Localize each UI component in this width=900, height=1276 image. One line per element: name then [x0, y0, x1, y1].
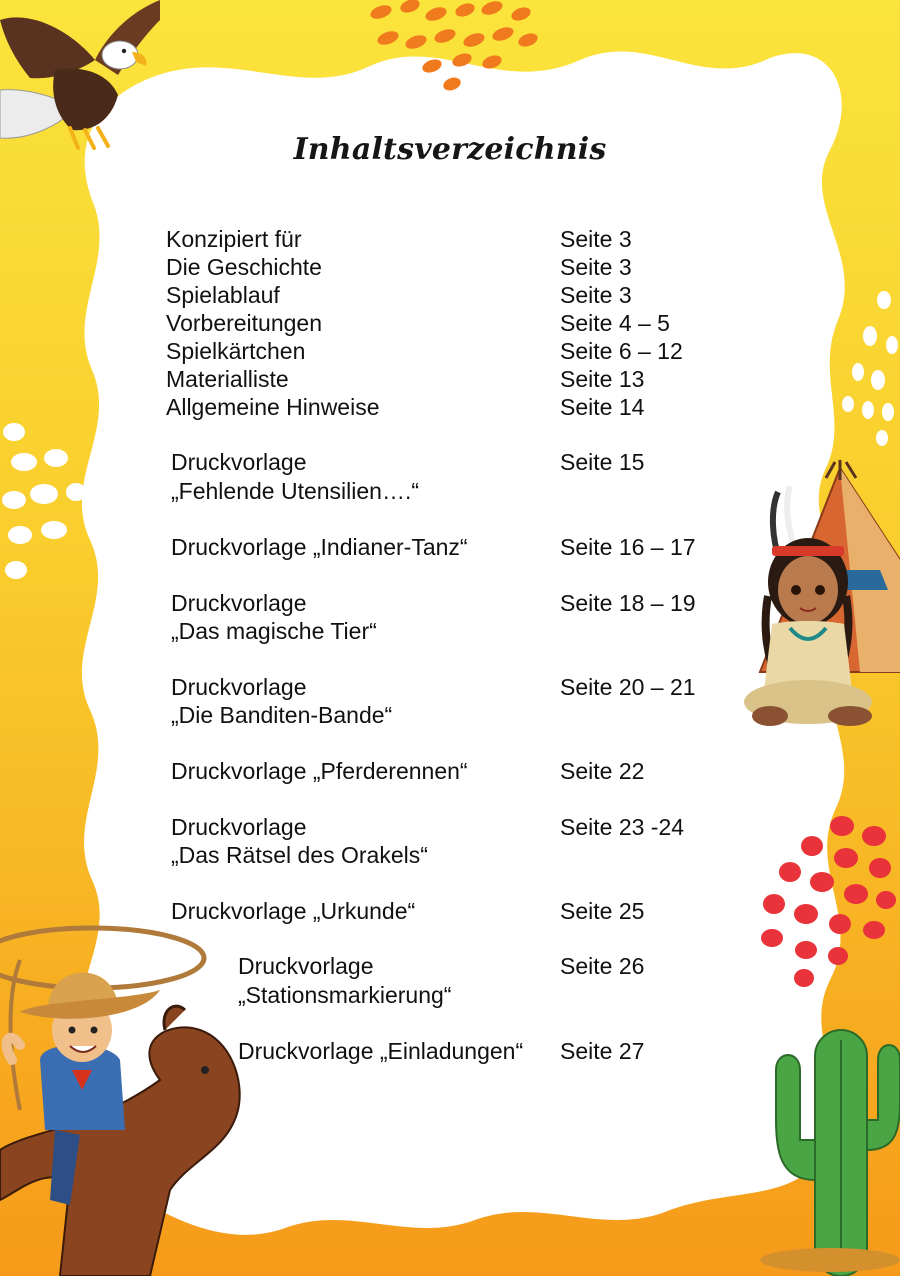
toc-entry-label: Materialliste: [166, 366, 289, 392]
toc-entry-page: Seite 20 – 21: [560, 674, 696, 700]
toc-entry-page: Seite 23 -24: [560, 814, 685, 840]
toc-entry-label-line2: „Fehlende Utensilien….“: [171, 478, 420, 504]
toc-entry-label: Druckvorlage: [171, 449, 307, 475]
toc-entry-page: Seite 18 – 19: [560, 590, 696, 616]
toc-entry-page: Seite 16 – 17: [560, 534, 696, 560]
toc-entry-label: Druckvorlage „Einladungen“: [238, 1038, 524, 1064]
toc-entry-page: Seite 3: [560, 226, 632, 252]
toc-entry-label: Allgemeine Hinweise: [166, 394, 380, 420]
toc-entry-page: Seite 15: [560, 449, 645, 475]
toc-entry-label: Druckvorlage: [171, 590, 307, 616]
toc-entry-label: Vorbereitungen: [166, 310, 323, 336]
toc-entry-page: Seite 22: [560, 758, 645, 784]
toc-entry-page: Seite 14: [560, 394, 645, 420]
toc-entry-label: Druckvorlage „Indianer-Tanz“: [171, 534, 468, 560]
toc-entry-label: Druckvorlage: [238, 953, 374, 979]
toc-entry-page: Seite 13: [560, 366, 645, 392]
toc-entry-label: Druckvorlage „Pferderennen“: [171, 758, 468, 784]
toc-entry-label: Druckvorlage „Urkunde“: [171, 898, 416, 924]
toc-entry-label: Konzipiert für: [166, 226, 302, 252]
toc-entry-page: Seite 27: [560, 1038, 645, 1064]
toc-entry-label-line2: „Stationsmarkierung“: [238, 982, 452, 1008]
toc-entry-label: Druckvorlage: [171, 814, 307, 840]
toc-entry-label-line2: „Die Banditen-Bande“: [171, 702, 393, 728]
toc-entry-page: Seite 3: [560, 282, 632, 308]
toc-entry-page: Seite 25: [560, 898, 645, 924]
toc-entry-page: Seite 3: [560, 254, 632, 280]
toc-entry-label-line2: „Das Rätsel des Orakels“: [171, 842, 428, 868]
toc-entry-label: Die Geschichte: [166, 254, 322, 280]
toc-entry-label: Spielkärtchen: [166, 338, 306, 364]
toc-entry-page: Seite 4 – 5: [560, 310, 670, 336]
toc-entry-label-line2: „Das magische Tier“: [171, 618, 377, 644]
toc-entry-label: Druckvorlage: [171, 674, 307, 700]
toc-entry-page: Seite 26: [560, 953, 645, 979]
toc-entry-label: Spielablauf: [166, 282, 280, 308]
toc-entry-page: Seite 6 – 12: [560, 338, 683, 364]
page-title: Inhaltsverzeichnis: [293, 132, 607, 167]
